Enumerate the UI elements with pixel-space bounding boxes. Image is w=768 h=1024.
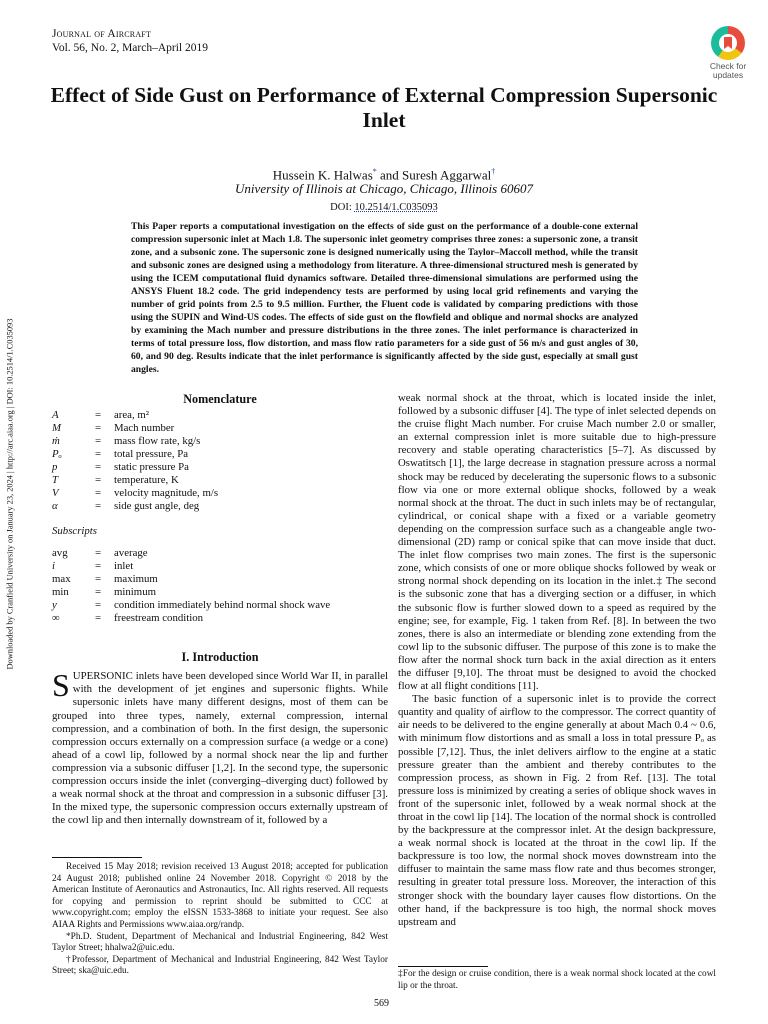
badge-line1: Check for	[709, 61, 747, 71]
definition: static pressure Pa	[114, 461, 189, 474]
equals-sign: =	[94, 573, 102, 586]
nomenclature-row	[52, 409, 388, 422]
crossmark-icon	[711, 26, 745, 60]
definition: Mach number	[114, 422, 175, 435]
symbol: α	[52, 500, 58, 513]
intro-paragraph	[52, 667, 388, 827]
left-column	[52, 393, 388, 827]
affiliation: University of Illinois at Chicago, Chicago, Illinois 60607	[235, 181, 533, 196]
equals-sign: =	[94, 560, 102, 573]
author-1: Hussein K. Halwas	[272, 167, 373, 183]
right-column	[398, 392, 716, 929]
nomenclature-row	[52, 599, 388, 612]
doi-label: DOI:	[330, 202, 355, 213]
check-for-updates-badge[interactable]	[701, 26, 755, 82]
equals-sign: =	[94, 461, 102, 474]
symbol: ṁ	[52, 435, 60, 448]
definition: area, m²	[114, 409, 150, 422]
drop-cap: S	[52, 667, 70, 704]
equals-sign: =	[94, 599, 102, 612]
symbol: V	[52, 487, 59, 500]
equals-sign: =	[94, 612, 102, 625]
definition: total pressure, Pa	[114, 448, 189, 461]
equals-sign: =	[94, 586, 102, 599]
nomenclature-row	[52, 560, 388, 573]
nomenclature-row	[52, 487, 388, 500]
equals-sign: =	[94, 422, 102, 435]
doi-line	[40, 201, 728, 214]
introduction-heading: I. Introduction	[181, 650, 259, 665]
symbol: p	[52, 461, 58, 474]
right-paragraph-2: The basic function of a supersonic inlet is to provide the correct quantity and quality of airflow to the compressor. The correct quantity of air needs to be delivered to the engine generally at about Mach 0.4 ~ 0.6, with minimum flow distortions and as small a loss in total pressure Pₒ as possible [7,12]. Thus, the inlet delivers airflow to the engine at a static pressure greater than the ambient and thereby contributes to the compression process, as shown in Fig. 2 from Ref. [13]. The total pressure loss is minimized by creating a series of oblique shock waves in front of the supersonic inlet, followed by a weak normal shock at the throat in the cowl lip [14]. The location of the normal shock is controlled by the backpressure at the compressor inlet. At the design backpressure, a weak normal shock is located at the throat in the cowl lip. If the backpressure is too low, the normal shock moves downstream into the diffuser to maintain the same mass flow rate and thus becomes stronger, resulting in greater total pressure loss. Moreover, the interaction of this stronger shock with the boundary layer causes flow distortions. On the other hand, if the backpressure is too high, the normal shock moves upstream and	[398, 693, 716, 928]
badge-label	[701, 62, 755, 80]
nomenclature-list	[52, 409, 388, 513]
footnote-rule-right	[398, 966, 716, 967]
definition: condition immediately behind normal shock wave	[114, 599, 331, 612]
author-2: Suresh Aggarwal	[402, 167, 492, 183]
equals-sign: =	[94, 547, 102, 560]
abstract: This Paper reports a computational investigation on the effects of side gust on the performance of a double-cone external compression supersonic inlet at Mach 1.8. The supersonic inlet geometry comprises three zones: a supersonic zone, a transit zone, and a subsonic zone. The supersonic zone is designed numerically using the Taylor–Maccoll method, while the transit and subsonic zones are designed using a methodology from literature. A three-dimensional structured mesh is generated by using the ICEM computational fluid dynamics software. Detailed three-dimensional simulations are performed using the ANSYS Fluent 18.2 code. The grid independency tests are performed by using local grid refinements and varying the number of grid points from 2.5 to 9.5 million. Further, the Fluent code is validated by comparing predictions with those using the SUPIN and Wind-US codes. The effects of side gust on the flowfield and oblique and normal shocks are analyzed by examining the Mach number and pressure distributions in the three zones. The inlet performance is characterized in terms of total pressure loss, flow distortion, and mass flow ratio parameters for a side gust of 56 m/s and gust angles of 30, 60, and 90 deg. Results indicate that the inlet performance is significantly affected by the side gust, especially at small gust angles.	[131, 221, 638, 375]
nomenclature-row	[52, 500, 388, 513]
nomenclature-row	[52, 422, 388, 435]
journal-header	[52, 27, 208, 55]
definition: velocity magnitude, m/s	[114, 487, 219, 500]
definition: freestream condition	[114, 612, 204, 625]
paper-title: Effect of Side Gust on Performance of External Compression Supersonic Inlet	[50, 83, 718, 132]
subscripts-heading: Subscripts	[52, 525, 97, 538]
symbol: avg	[52, 547, 68, 560]
symbol: i	[52, 560, 55, 573]
footnote-right: ‡For the design or cruise condition, there is a weak normal shock located at the cowl lip or the throat.	[398, 969, 716, 991]
nomenclature-row	[52, 474, 388, 487]
definition: minimum	[114, 586, 156, 599]
nomenclature-row	[52, 612, 388, 625]
symbol: T	[52, 474, 59, 487]
equals-sign: =	[94, 409, 102, 422]
right-paragraph-1: weak normal shock at the throat, which is located inside the inlet, followed by a subsonic diffuser [4]. The type of inlet selected depends on the cruise flight Mach number. For cruise Mach number 2.0 or smaller, an external compression inlet is more suitable due to high-pressure recovery and stable operating characteristics [5–7]. As discussed by Oswatitsch [1], the large decrease in stagnation pressure across a normal shock may be reduced by decelerating the supersonic flows to a subsonic flow via one or more external oblique shocks, followed by a weak normal shock at the throat. The duct in such inlets may be of rectangular, cylindrical, or conical shape with a fixed or a variable geometry depending on the compression surface such as a changeable angle two-dimensional (2D) ramp or conical spike that can move inside that duct. The inlet flow comprises two main zones. The first is the supersonic zone, which consists of one or more oblique shocks followed by weak or strong normal shock depending on its location in the inlet.‡ The second is the subsonic zone that has a diverging section or a diffuser, in which the subsonic flow is further slowed down to a speed as required by the engine; see, for example, Fig. 1 taken from Ref. [8]. In between the two zones, there is also an intermediate or blending zone extending from the cowl lip to the subsonic diffuser. The purpose of this zone is to make the flow after the normal shock turn back in the axial direction as it enters the diffuser [9,10]. The throat must be designed to avoid the chocked flow at all flight conditions [11].	[398, 392, 716, 693]
download-watermark: Downloaded by Cranfield University on January 23, 2024 | http://arc.aiaa.org | DOI: 10.2514/1.C035093	[5, 318, 15, 670]
badge-line2: updates	[712, 70, 744, 80]
journal-name: Journal of Aircraft	[52, 28, 152, 40]
symbol: Pₒ	[52, 448, 62, 461]
author-separator: and	[376, 167, 403, 183]
definition: inlet	[114, 560, 134, 573]
equals-sign: =	[94, 474, 102, 487]
symbol: M	[52, 422, 61, 435]
author-2-footnote-link[interactable]: †	[491, 167, 496, 176]
footnote-rule-left	[52, 857, 388, 858]
nomenclature-row	[52, 586, 388, 599]
definition: maximum	[114, 573, 158, 586]
footnote-author-2: †Professor, Department of Mechanical and Industrial Engineering, 842 West Taylor Street; ska@uic.edu.	[52, 954, 388, 977]
definition: mass flow rate, kg/s	[114, 435, 201, 448]
intro-first-word: UPERSONIC	[72, 670, 133, 683]
symbol: max	[52, 573, 71, 586]
equals-sign: =	[94, 435, 102, 448]
equals-sign: =	[94, 487, 102, 500]
equals-sign: =	[94, 500, 102, 513]
page-number: 569	[374, 998, 389, 1009]
nomenclature-row	[52, 547, 388, 560]
symbol: A	[52, 409, 59, 422]
subscripts-list	[52, 547, 388, 625]
nomenclature-row	[52, 448, 388, 461]
symbol: ∞	[52, 612, 60, 625]
intro-text: inlets have been developed since World War II, in parallel with the development of jet engines and supersonic flights. While supersonic inlets have many different designs, most of them can be grouped into three types, namely, external compression, internal compression, and a combination of both. In the first design, the supersonic compression occurs externally on a compression surface (a wedge or a cone) ahead of a cowl lip, followed by a normal shock near the lip and further compression via a subsonic diffuser [1,2]. In the second type, the supersonic compression occurs inside the inlet (converging–diverging duct) followed by a weak normal shock at the throat and compression in a subsonic diffuser [3]. In the mixed type, the supersonic compression occurs externally upstream of the cowl lip and then internally downstream of it, followed by a	[52, 670, 388, 827]
nomenclature-heading: Nomenclature	[183, 392, 257, 406]
received-note: Received 15 May 2018; revision received 13 August 2018; accepted for publication 24 August 2018; published online 24 November 2018. Copyright © 2018 by the American Institute of Aeronautics and Astronautics, Inc. All rights reserved. All requests for copying and permission to reprint should be submitted to CCC at www.copyright.com; employ the eISSN 1533-3868 to initiate your request. See also AIAA Rights and Permissions www.aiaa.org/randp.	[52, 862, 388, 930]
equals-sign: =	[94, 448, 102, 461]
author-1-footnote-link[interactable]: *	[372, 167, 377, 176]
symbol: min	[52, 586, 69, 599]
journal-volume: Vol. 56, No. 2, March–April 2019	[52, 42, 208, 54]
nomenclature-row	[52, 435, 388, 448]
footnotes-left	[52, 862, 388, 978]
footnote-author-1: *Ph.D. Student, Department of Mechanical and Industrial Engineering, 842 West Taylor Street; hhalwa2@uic.edu.	[52, 931, 388, 954]
definition: average	[114, 547, 148, 560]
doi-link[interactable]: 10.2514/1.C035093	[354, 202, 438, 213]
symbol: y	[52, 599, 57, 612]
nomenclature-row	[52, 461, 388, 474]
nomenclature-row	[52, 573, 388, 586]
definition: temperature, K	[114, 474, 179, 487]
definition: side gust angle, deg	[114, 500, 200, 513]
